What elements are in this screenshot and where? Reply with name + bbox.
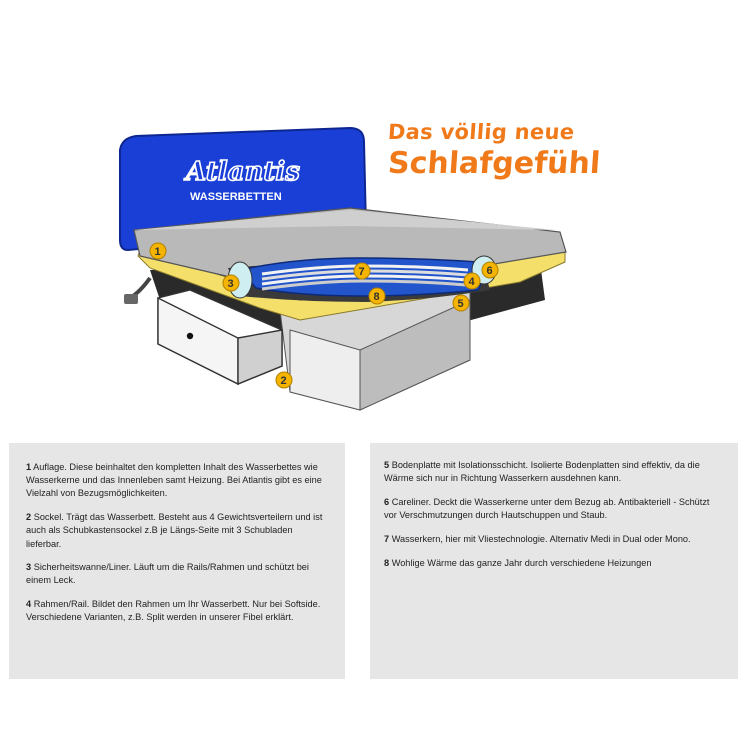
headline-line-1: Das völlig neue <box>387 120 576 144</box>
logo-brand-text: Atlantis <box>186 157 300 187</box>
legend-item-text: Wohlige Wärme das ganze Jahr durch verschiedene Heizungen <box>391 557 652 568</box>
marker-1 <box>150 243 166 259</box>
svg-text:4: 4 <box>468 276 475 288</box>
svg-text:7: 7 <box>358 266 365 278</box>
legend-item-number: 8 <box>384 557 390 568</box>
legend-item-3 <box>26 561 329 587</box>
legend-item-2 <box>26 511 329 551</box>
legend-item-7 <box>384 533 722 546</box>
legend-item-number: 1 <box>26 462 32 472</box>
marker-7 <box>354 263 370 279</box>
svg-text:1: 1 <box>154 246 161 258</box>
marker-4 <box>464 273 480 289</box>
legend-item-text: Sicherheitswanne/Liner. Läuft um die Rails/Rahmen und schützt bei einem Leck. <box>26 562 309 586</box>
logo-subtitle-text: WASSERBETTEN <box>190 191 282 203</box>
marker-2 <box>276 372 292 388</box>
legend-item-1 <box>26 461 329 501</box>
legend-item-number: 7 <box>384 533 390 544</box>
svg-text:6: 6 <box>486 265 493 277</box>
legend-item-text: Bodenplatte mit Isolationsschicht. Isolierte Bodenplatten sind effektiv, da die Wärme sich nur in Richtung Wasserkern ausdehnen kann. <box>384 460 700 484</box>
legend-item-number: 5 <box>384 460 390 470</box>
legend-panel-right <box>370 443 738 679</box>
legend-item-4 <box>26 598 329 624</box>
legend-item-text: Sockel. Trägt das Wasserbett. Besteht aus 4 Gewichtsverteilern und ist auch als Schubkastensockel z.B je Längs-Seite mit 3 Schubladen lieferbar. <box>26 512 323 549</box>
svg-text:2: 2 <box>280 375 287 387</box>
legend-item-number: 4 <box>26 599 32 610</box>
svg-text:8: 8 <box>373 291 380 303</box>
marker-3 <box>223 275 239 291</box>
legend-item-text: Auflage. Diese beinhaltet den kompletten Inhalt des Wasserbettes wie Wasserkerne und das Innenleben samt Heizung. Bei Atlantis gibt es eine Vielzahl von Bezugsmöglichkeiten. <box>26 462 322 499</box>
legend-panel-left <box>9 443 345 679</box>
legend-item-6 <box>384 496 722 522</box>
legend-item-text: Rahmen/Rail. Bildet den Rahmen um Ihr Wasserbett. Nur bei Softside. Verschiedene Varianten, z.B. Split werden in unserer Fibel erklärt. <box>26 599 321 623</box>
marker-8 <box>369 288 385 304</box>
legend-item-text: Wasserkern, hier mit Vliestechnologie. Alternativ Medi in Dual oder Mono. <box>391 533 691 544</box>
headline-line-2: Schlafgefühl <box>386 146 602 181</box>
headline <box>388 120 648 181</box>
marker-6 <box>482 262 498 278</box>
legend-item-number: 6 <box>384 496 390 507</box>
legend-item-5 <box>384 459 722 485</box>
svg-text:3: 3 <box>227 278 234 290</box>
legend-item-text: Careliner. Deckt die Wasserkerne unter dem Bezug ab. Antibakteriell - Schützt vor Verschmutzungen durch Hautschuppen und Staub. <box>384 496 710 521</box>
legend-item-8 <box>384 557 722 570</box>
legend-item-number: 3 <box>26 562 32 573</box>
marker-5 <box>453 295 469 311</box>
legend-item-number: 2 <box>26 512 32 523</box>
svg-text:5: 5 <box>457 298 464 310</box>
